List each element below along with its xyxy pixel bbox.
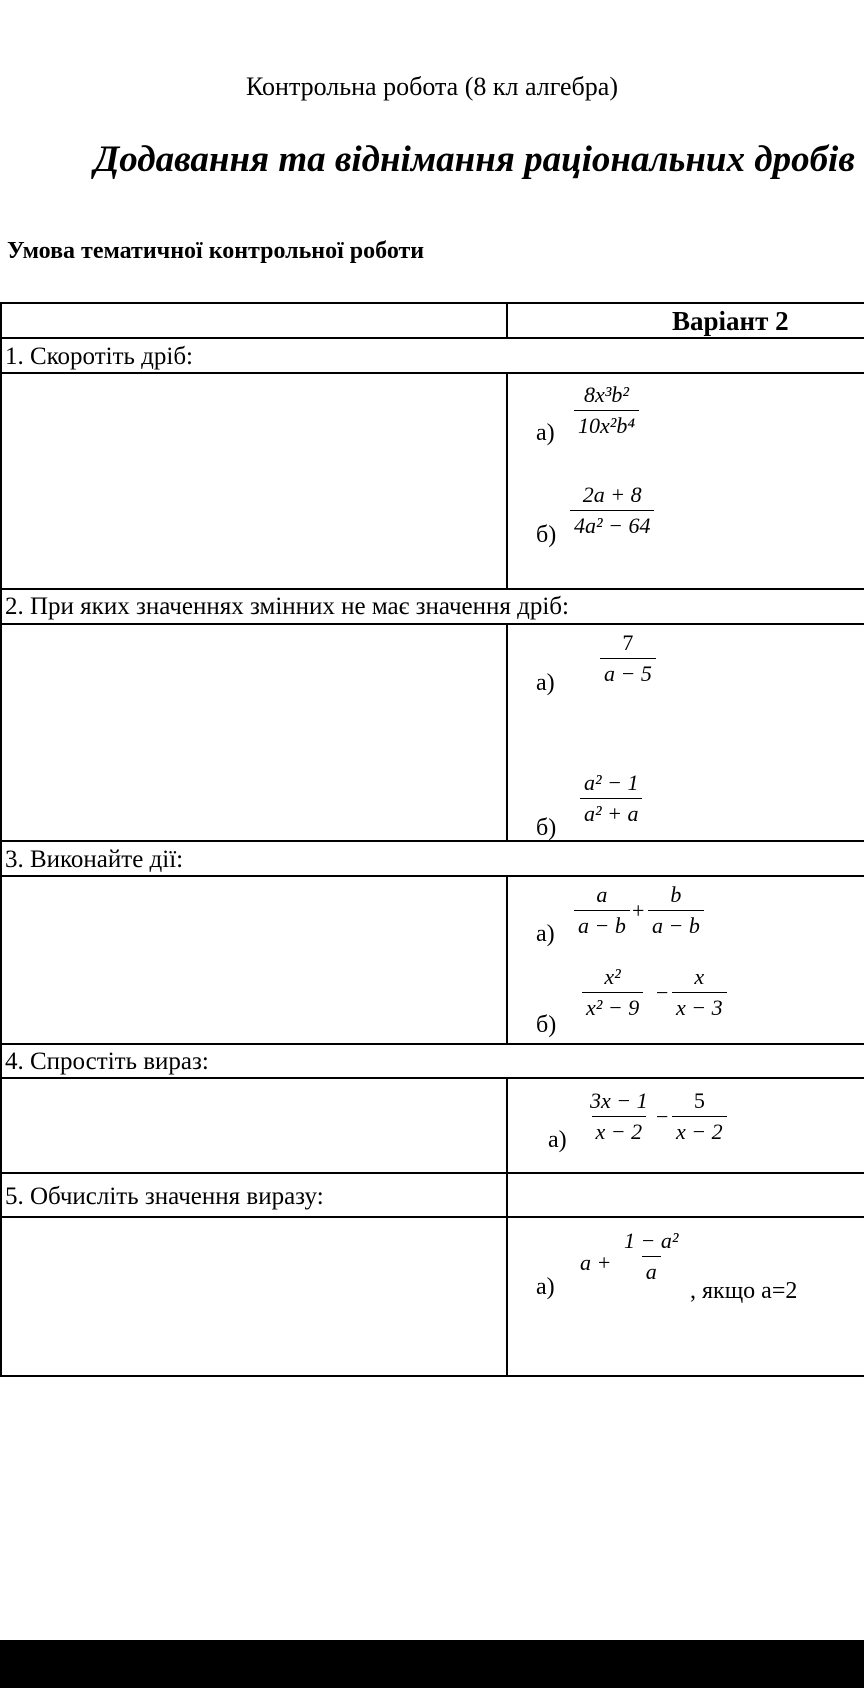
q3-b-f1-denominator: x² − 9 bbox=[582, 992, 643, 1023]
q4-a-f1-denominator: x − 2 bbox=[592, 1116, 647, 1147]
question-5-text: 5. Обчисліть значення виразу: bbox=[5, 1183, 324, 1210]
q2-b-denominator: a² + a bbox=[580, 798, 642, 829]
q2-a-fraction bbox=[600, 628, 656, 689]
row-divider bbox=[0, 337, 864, 339]
q2-b-label: б) bbox=[536, 815, 557, 841]
row-divider bbox=[0, 372, 864, 374]
q1-b-numerator: 2a + 8 bbox=[582, 482, 642, 507]
q4-a-f2-denominator: x − 2 bbox=[672, 1116, 727, 1147]
q1-b-denominator: 4a² − 64 bbox=[570, 510, 654, 541]
row-divider bbox=[0, 623, 864, 625]
q1-a-denominator: 10x²b⁴ bbox=[574, 410, 639, 441]
q1-a-label: а) bbox=[536, 420, 555, 446]
table-border-bottom bbox=[0, 1375, 864, 1377]
q2-b-fraction bbox=[580, 768, 642, 829]
q3-a-label: а) bbox=[536, 921, 555, 947]
q2-a-numerator: 7 bbox=[622, 630, 634, 655]
q3-b-f1-numerator: x² bbox=[604, 964, 621, 989]
question-1-text: 1. Скоротіть дріб: bbox=[5, 343, 194, 370]
q3-a-fraction-1 bbox=[574, 880, 630, 941]
q3-a-operator: + bbox=[632, 898, 645, 923]
q3-b-label: б) bbox=[536, 1012, 557, 1038]
q1-a-fraction bbox=[574, 380, 639, 441]
q4-a-label: а) bbox=[548, 1127, 567, 1153]
question-2-text: 2. При яких значеннях змінних не має значення дріб: bbox=[5, 593, 569, 620]
column-divider bbox=[506, 1077, 508, 1375]
table-border-top bbox=[0, 302, 864, 304]
row-divider bbox=[0, 1172, 864, 1174]
q5-a-condition: , якщо а=2 bbox=[690, 1278, 798, 1304]
q3-b-fraction-2 bbox=[672, 962, 727, 1023]
q3-a-fraction-2 bbox=[648, 880, 704, 941]
q3-b-f2-denominator: x − 3 bbox=[672, 992, 727, 1023]
page-header-title: Контрольна робота (8 кл алгебра) bbox=[246, 72, 618, 101]
q4-a-operator: − bbox=[656, 1104, 669, 1129]
section-heading: Умова тематичної контрольної роботи bbox=[7, 238, 425, 264]
table-border-left bbox=[0, 372, 2, 1377]
q3-a-f1-denominator: a − b bbox=[574, 910, 630, 941]
q5-a-fraction bbox=[620, 1226, 682, 1287]
row-divider bbox=[0, 588, 864, 590]
row-divider bbox=[0, 1043, 864, 1045]
q4-a-fraction-1 bbox=[586, 1086, 652, 1147]
q3-a-f1-numerator: a bbox=[596, 882, 608, 907]
q4-a-f2-numerator: 5 bbox=[693, 1088, 705, 1113]
q2-a-label: а) bbox=[536, 670, 555, 696]
q5-a-denominator: a bbox=[642, 1256, 661, 1287]
variant-label: Варіант 2 bbox=[672, 306, 789, 336]
q4-a-f1-numerator: 3x − 1 bbox=[590, 1088, 648, 1113]
row-divider bbox=[0, 1216, 864, 1218]
question-4-text: 4. Спростіть вираз: bbox=[5, 1048, 209, 1075]
q5-a-prefix: a + bbox=[580, 1250, 612, 1275]
q5-a-numerator: 1 − a² bbox=[624, 1228, 679, 1253]
q2-b-numerator: a² − 1 bbox=[584, 770, 639, 795]
q3-b-fraction-1 bbox=[582, 962, 643, 1023]
bottom-black-bar bbox=[0, 1640, 864, 1688]
table-border-left bbox=[0, 302, 2, 377]
row-divider bbox=[0, 875, 864, 877]
q1-b-fraction bbox=[570, 480, 654, 541]
q3-b-operator: − bbox=[656, 980, 669, 1005]
q2-a-denominator: a − 5 bbox=[600, 658, 656, 689]
column-divider bbox=[506, 875, 508, 1043]
q3-a-f2-numerator: b bbox=[670, 882, 682, 907]
q1-a-numerator: 8x³b² bbox=[584, 382, 629, 407]
q3-b-f2-numerator: x bbox=[694, 964, 705, 989]
q5-a-label: а) bbox=[536, 1274, 555, 1300]
question-3-text: 3. Виконайте дії: bbox=[5, 846, 184, 873]
q4-a-fraction-2 bbox=[672, 1086, 727, 1147]
row-divider bbox=[0, 840, 864, 842]
column-divider bbox=[506, 302, 508, 337]
column-divider bbox=[506, 623, 508, 840]
q3-a-f2-denominator: a − b bbox=[648, 910, 704, 941]
column-divider bbox=[506, 372, 508, 588]
row-divider bbox=[0, 1077, 864, 1079]
q1-b-label: б) bbox=[536, 522, 557, 548]
document-title: Додавання та віднімання раціональних дробів bbox=[94, 139, 855, 180]
